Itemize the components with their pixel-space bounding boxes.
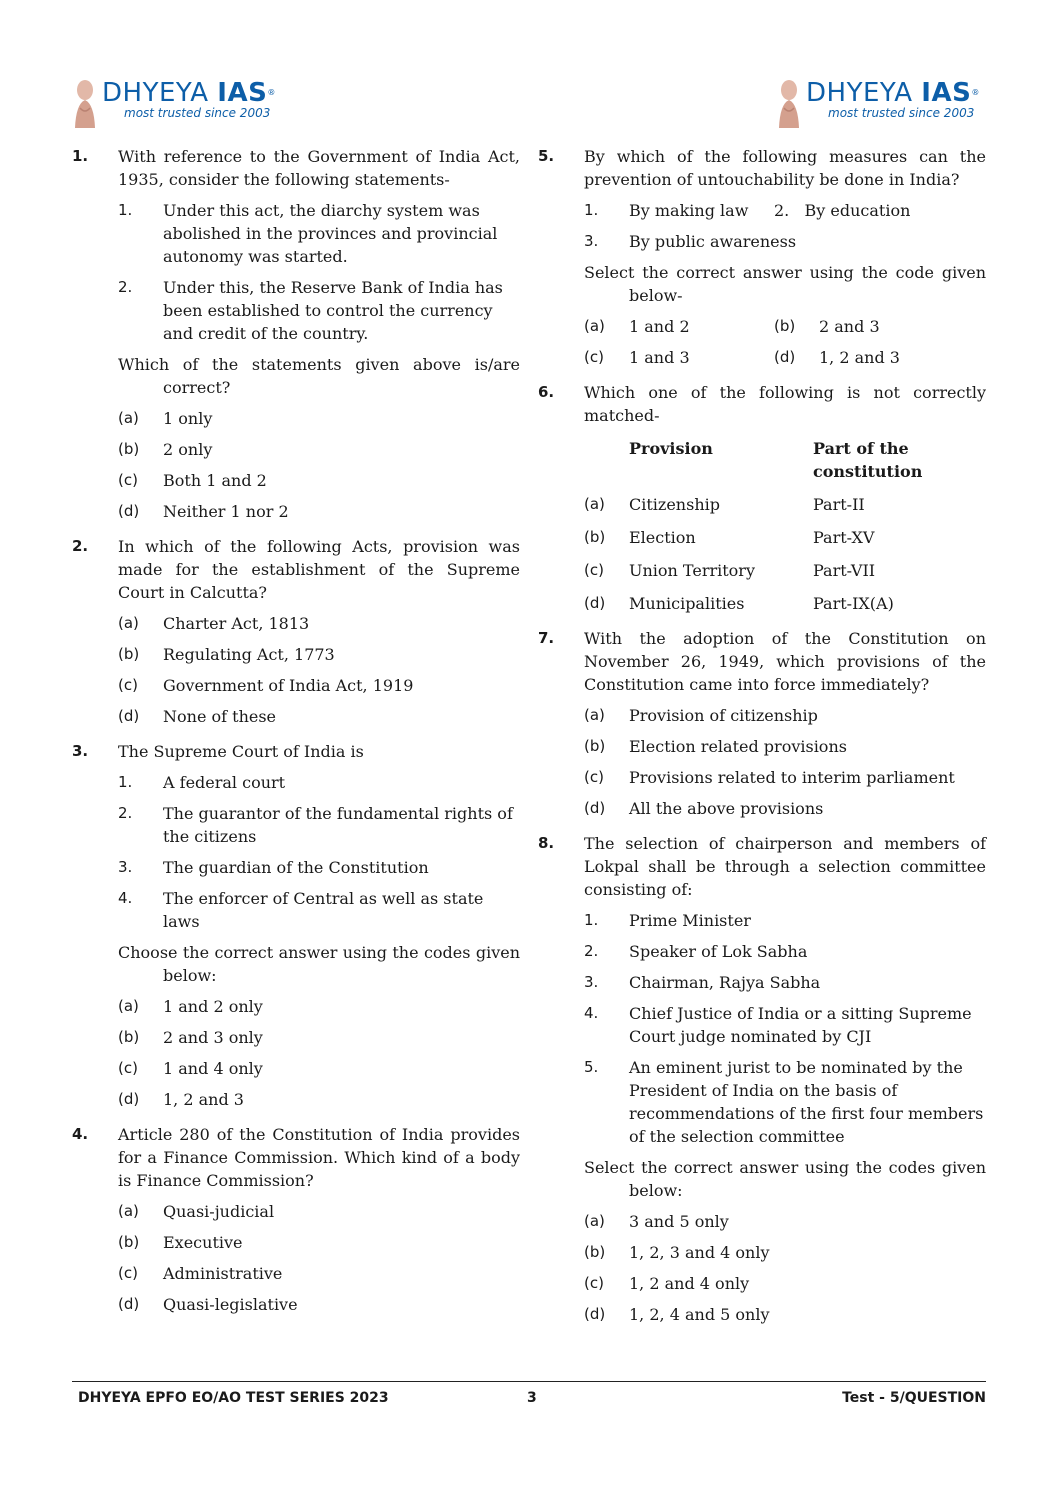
bust-icon	[776, 78, 802, 130]
match-header: Provision Part of the constitution	[629, 439, 923, 481]
option-d: (d) 1, 2, 4 and 5 only	[584, 1305, 770, 1324]
instruction-text: Choose the correct answer using the codes given below:	[118, 943, 520, 985]
option-b: (b) Election related provisions	[584, 737, 847, 756]
match-row-d: (d) Municipalities Part-IX(A)	[584, 594, 894, 613]
question-number: 3.	[72, 742, 89, 760]
option-b: (b) 2 and 3 only	[118, 1028, 263, 1047]
match-row-c: (c) Union Territory Part-VII	[584, 561, 876, 580]
question-text: Article 280 of the Constitution of India provides for a Finance Commission. Which kind of a body is Finance Commission?	[118, 1125, 520, 1190]
option-c: (c) Administrative	[118, 1264, 283, 1283]
question-text: The selection of chairperson and members of Lokpal shall be through a selection committee consisting of:	[584, 834, 986, 899]
option-d: (d) All the above provisions	[584, 799, 824, 818]
statement: 1. By making law	[584, 201, 749, 220]
option-b: (b) 2 and 3	[774, 317, 880, 336]
option-a: (a) 1 only	[118, 409, 213, 428]
brand-logo-right	[776, 78, 980, 130]
option-c: (c) Both 1 and 2	[118, 471, 267, 490]
statement: 3. By public awareness	[584, 232, 797, 251]
option-c: (c) Provisions related to interim parliament	[584, 768, 955, 787]
option-d: (d) None of these	[118, 707, 277, 726]
option-c: (c) 1, 2 and 4 only	[584, 1274, 750, 1293]
question-number: 7.	[538, 629, 555, 647]
question-4	[72, 1123, 520, 1316]
option-b: (b) Executive	[118, 1233, 243, 1252]
right-column	[538, 145, 986, 1338]
question-text: Which one of the following is not correctly matched-	[584, 383, 986, 425]
brand-name: DHYEYA IAS®	[102, 78, 276, 108]
statement-row	[584, 199, 986, 222]
question-8	[538, 832, 986, 1326]
option-b: (b) 1, 2, 3 and 4 only	[584, 1243, 770, 1262]
question-1	[72, 145, 520, 523]
page-number: 3	[527, 1390, 537, 1406]
question-number: 4.	[72, 1125, 89, 1143]
question-2	[72, 535, 520, 728]
option-d: (d) 1, 2 and 3	[774, 348, 900, 367]
question-text: By which of the following measures can the prevention of untouchability be done in India?	[584, 147, 986, 189]
instruction-text: Select the correct answer using the codes given below:	[584, 1158, 986, 1200]
option-d: (d) 1, 2 and 3	[118, 1090, 244, 1109]
brand-tagline: most trusted since 2003	[828, 106, 975, 120]
option-b: (b) 2 only	[118, 440, 213, 459]
question-text: With the adoption of the Constitution on November 26, 1949, which provisions of the Constitution came into force immediately?	[584, 629, 986, 694]
statement: 3. Chairman, Rajya Sabha	[584, 973, 821, 992]
brand-tagline: most trusted since 2003	[124, 106, 271, 120]
match-row-b: (b) Election Part-XV	[584, 528, 875, 547]
option-a: (a) 1 and 2 only	[118, 997, 263, 1016]
statement: 5. An eminent jurist to be nominated by the President of India on the basis of recommendations of the first four members of the selection committee	[584, 1058, 984, 1146]
instruction-text: Which of the statements given above is/are correct?	[118, 355, 520, 397]
option-c: (c) Government of India Act, 1919	[118, 676, 414, 695]
bust-icon	[72, 78, 98, 130]
question-text: With reference to the Government of India Act, 1935, consider the following statements-	[118, 147, 520, 189]
question-number: 5.	[538, 147, 555, 165]
left-column	[72, 145, 520, 1328]
option-row	[584, 315, 986, 338]
footer-test-label: Test - 5/QUESTION	[842, 1390, 986, 1406]
question-number: 1.	[72, 147, 89, 165]
statement: 3. The guardian of the Constitution	[118, 858, 429, 877]
option-a: (a) 3 and 5 only	[584, 1212, 729, 1231]
option-a: (a) Provision of citizenship	[584, 706, 818, 725]
statement: 2. Under this, the Reserve Bank of India has been established to control the currency and credit of the country.	[118, 278, 503, 343]
question-text: The Supreme Court of India is	[118, 742, 364, 761]
option-d: (d) Neither 1 nor 2	[118, 502, 289, 521]
statement: 1. Prime Minister	[584, 911, 751, 930]
question-3	[72, 740, 520, 1111]
brand-logo	[72, 78, 276, 130]
statement: 2. Speaker of Lok Sabha	[584, 942, 808, 961]
option-row	[584, 346, 986, 369]
option-b: (b) Regulating Act, 1773	[118, 645, 335, 664]
question-5	[538, 145, 986, 369]
question-7	[538, 627, 986, 820]
statement: 4. Chief Justice of India or a sitting Supreme Court judge nominated by CJI	[584, 1004, 972, 1046]
statement: 2. The guarantor of the fundamental rights of the citizens	[118, 804, 513, 846]
question-number: 6.	[538, 383, 555, 401]
statement: 1. Under this act, the diarchy system was abolished in the provinces and provincial autonomy was started.	[118, 201, 498, 266]
option-a: (a) Charter Act, 1813	[118, 614, 310, 633]
option-a: (a) 1 and 2	[584, 317, 690, 336]
statement: 1. A federal court	[118, 773, 286, 792]
option-c: (c) 1 and 4 only	[118, 1059, 263, 1078]
instruction-text: Select the correct answer using the code given below-	[584, 263, 986, 305]
option-d: (d) Quasi-legislative	[118, 1295, 298, 1314]
question-number: 2.	[72, 537, 89, 555]
question-text: In which of the following Acts, provision was made for the establishment of the Supreme Court in Calcutta?	[118, 537, 520, 602]
question-6	[538, 381, 986, 615]
brand-name: DHYEYA IAS®	[806, 78, 980, 108]
footer-series-title: DHYEYA EPFO EO/AO TEST SERIES 2023	[78, 1390, 389, 1406]
match-row-a: (a) Citizenship Part-II	[584, 495, 865, 514]
option-a: (a) Quasi-judicial	[118, 1202, 275, 1221]
question-number: 8.	[538, 834, 555, 852]
statement: 2. By education	[774, 201, 911, 220]
option-c: (c) 1 and 3	[584, 348, 690, 367]
statement: 4. The enforcer of Central as well as state laws	[118, 889, 484, 931]
page-footer	[72, 1381, 986, 1412]
